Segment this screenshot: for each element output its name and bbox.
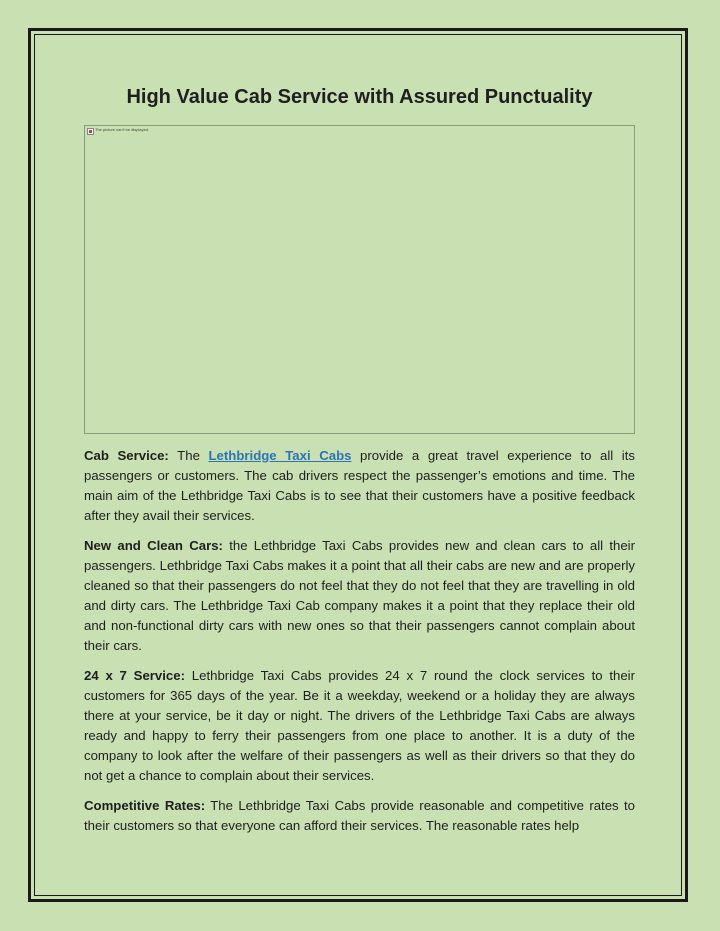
paragraph-text: the Lethbridge Taxi Cabs provides new and clean cars to all their passengers. Lethbridge Taxi Cabs makes it a point that all their cabs are new and are properly cleaned so that their passengers do not feel that they do not feel that they are travelling in old and dirty cars. The Lethbridge Taxi Cab company makes it a point that they replace their old and non-functional dirty cars with new ones so that their passengers cannot complain about their cars. <box>84 538 635 653</box>
paragraph-new-clean-cars <box>84 536 635 656</box>
image-placeholder-text: The picture can't be displayed. <box>95 127 150 132</box>
broken-image-icon <box>87 128 94 135</box>
paragraph-text: The <box>168 448 209 463</box>
image-placeholder <box>84 125 635 434</box>
paragraph-label: Cab Service: <box>84 448 169 463</box>
paragraph-cab-service <box>84 446 635 526</box>
document-body <box>84 446 635 846</box>
paragraph-24x7-service <box>84 666 635 786</box>
paragraph-competitive-rates <box>84 796 635 836</box>
paragraph-text: The Lethbridge Taxi Cabs provide reasonable and competitive rates to their customers so that everyone can afford their services. The reasonable rates help <box>84 798 635 833</box>
paragraph-label: 24 x 7 Service: <box>84 668 185 683</box>
lethbridge-taxi-cabs-link[interactable]: Lethbridge Taxi Cabs <box>208 448 352 463</box>
paragraph-label: New and Clean Cars: <box>84 538 223 553</box>
paragraph-text: provide a great travel experience to all its passengers or customers. The cab drivers respect the passenger’s emotions and time. The main aim of the Lethbridge Taxi Cabs is to see that their customers have a positive feedback after they avail their services. <box>84 448 635 523</box>
paragraph-label: Competitive Rates: <box>84 798 206 813</box>
document-title: High Value Cab Service with Assured Punctuality <box>126 86 593 108</box>
paragraph-text: Lethbridge Taxi Cabs provides 24 x 7 round the clock services to their customers for 365 days of the year. Be it a weekday, weekend or a holiday they are always there at your service, be it day or night. The drivers of the Lethbridge Taxi Cabs are always ready and happy to ferry their passengers from one place to another. It is a duty of the company to look after the welfare of their passengers as well as their drivers so that they do not get a chance to complain about their services. <box>84 668 635 783</box>
